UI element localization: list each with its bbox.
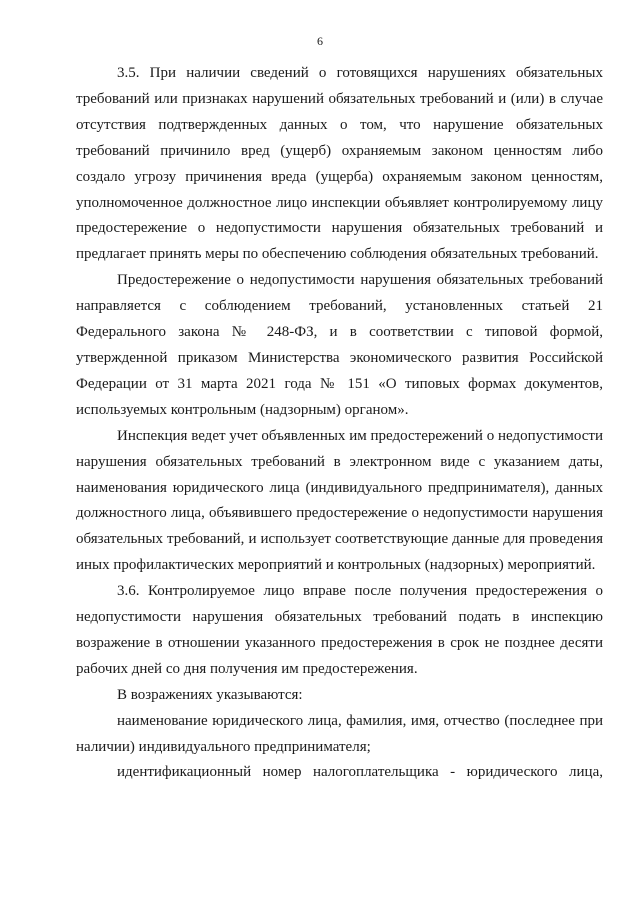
document-body <box>76 61 603 786</box>
paragraph-3-5: 3.5. При наличии сведений о готовящихся нарушениях обязательных требований или признаках нарушений обязательных требований и (или) в случае отсутствия подтвержденных данных о том, что нарушение обязательных требований причинило вред (ущерб) охраняемым законом ценностям либо создало угрозу причинения вреда (ущерба) охраняемым законом ценностям, уполномоченное должностное лицо инспекции объявляет контролируемому лицу предостережение о недопустимости нарушения обязательных требований и предлагает принять меры по обеспечению соблюдения обязательных требований. <box>76 65 603 263</box>
paragraph-objection-item-name: наименование юридического лица, фамилия, имя, отчество (последнее при наличии) индивидуального предпринимателя; <box>76 712 603 755</box>
page-number: 6 <box>317 34 323 48</box>
paragraph-objection-item-inn: идентификационный номер налогоплательщика - юридического лица, <box>117 764 603 781</box>
paragraph-inspection-record: Инспекция ведет учет объявленных им предостережений о недопустимости нарушения обязательных требований в электронном виде с указанием даты, наименования юридического лица (индивидуального предпринимателя), данных должностного лица, объявившего предостережение о недопустимости нарушения обязательных требований, и использует соответствующие данные для проведения иных профилактических мероприятий и контрольных (надзорных) мероприятий. <box>76 427 603 574</box>
paragraph-3-6: 3.6. Контролируемое лицо вправе после получения предостережения о недопустимости нарушения обязательных требований подать в инспекцию возражение в отношении указанного предостережения в срок не позднее десяти рабочих дней со дня получения им предостережения. <box>76 583 603 677</box>
paragraph-objections-heading: В возражениях указываются: <box>117 686 303 703</box>
paragraph-warning-sending: Предостережение о недопустимости нарушения обязательных требований направляется с соблюдением требований, установленных статьей 21 Федерального закона № 248-ФЗ, и в соответствии с типовой формой, утвержденной приказом Министерства экономического развития Российской Федерации от 31 марта 2021 года № 151 «О типовых формах документов, используемых контрольным (надзорным) органом». <box>76 272 603 418</box>
